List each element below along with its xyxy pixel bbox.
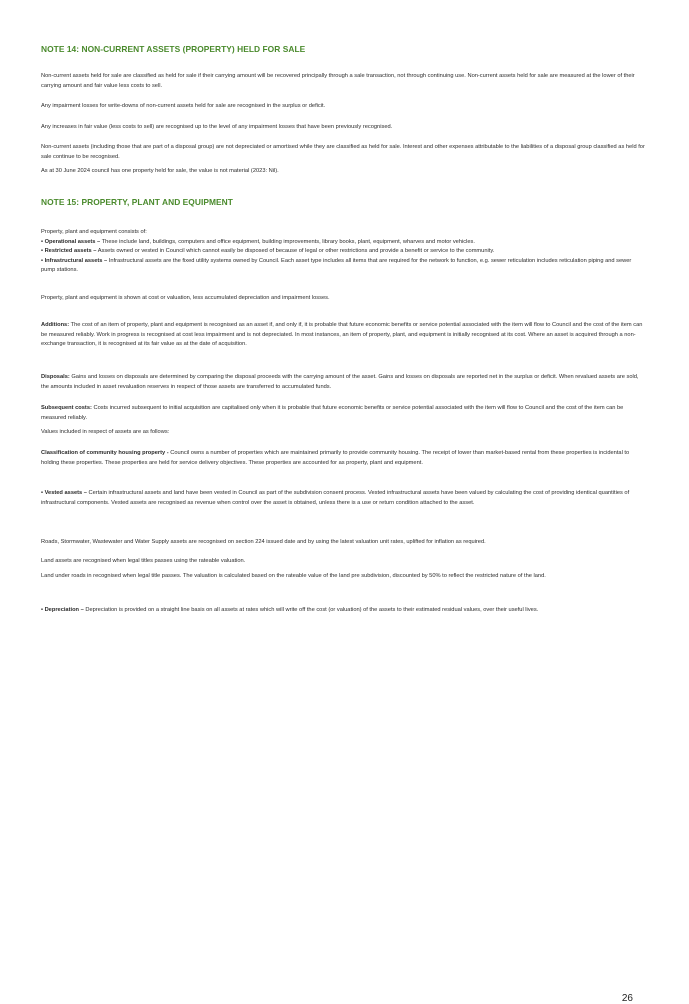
restricted-assets-text: Assets owned or vested in Council which cannot easily be disposed of because of legal or other restrictions and provide a benefit or service to the community. bbox=[96, 248, 495, 254]
note15-asset-categories bbox=[41, 228, 645, 276]
restricted-assets-label: • Restricted assets – bbox=[41, 248, 97, 254]
subsequent-costs-text: Costs incurred subsequent to initial acquisition are capitalised only when it is probable that future economic benefits or service potential associated with the item will flow to Council and the cost of the item can be measured reliably. bbox=[41, 405, 624, 421]
depreciation-text: Depreciation is provided on a straight line basis on all assets at rates which will write off the cost (or valuation) of the assets to their estimated residual values, over their useful lives. bbox=[83, 607, 539, 613]
subsequent-costs-label: Subsequent costs: bbox=[41, 405, 92, 411]
roads-paragraph: Roads, Stormwater, Wastewater and Water Supply assets are recognised on section 224 issued date and by using the latest valuation unit rates, uplifted for inflation as required. bbox=[41, 539, 486, 545]
operational-assets-item bbox=[41, 238, 645, 248]
note14-paragraph-5: As at 30 June 2024 council has one property held for sale, the value is not material (2023: Nil). bbox=[41, 168, 279, 174]
vested-assets-label: • Vested assets – bbox=[41, 490, 87, 496]
infrastructural-assets-item bbox=[41, 257, 645, 276]
classification-text: Council owns a number of properties which are maintained primarily to provide community housing. The receipt of lower than market-based rental from these properties is incidental to holding these properties. These properties are held for service delivery objectives. These properties are accounted for as property, plant and equipment. bbox=[41, 450, 630, 466]
note14-paragraph-4: Non-current assets (including those that are part of a disposal group) are not depreciated or amortised while they are classified as held for sale. Interest and other expenses attributable to the liabilities of a disposal group classified as held for sale continue to be recognised. bbox=[41, 144, 645, 160]
note15-heading: NOTE 15: PROPERTY, PLANT AND EQUIPMENT bbox=[41, 197, 233, 207]
land-assets-paragraph: Land assets are recognised when legal titles passes using the rateable valuation. bbox=[41, 558, 246, 564]
land-under-roads-paragraph: Land under roads in recognised when legal title passes. The valuation is calculated based on the rateable value of the land pre subdivision, discounted by 50% to reflect the restricted nature of the land. bbox=[41, 573, 546, 579]
depreciation-label: • Depreciation – bbox=[41, 607, 84, 613]
disposals-paragraph bbox=[41, 373, 645, 392]
depreciation-paragraph bbox=[41, 606, 645, 616]
operational-assets-label: • Operational assets – bbox=[41, 238, 101, 245]
values-included-paragraph: Values included in respect of assets are as follows: bbox=[41, 429, 170, 435]
restricted-assets-item bbox=[41, 247, 645, 257]
infrastructural-assets-label: • Infrastructural assets – bbox=[41, 257, 108, 264]
subsequent-costs-paragraph bbox=[41, 404, 645, 423]
vested-assets-paragraph bbox=[41, 489, 645, 508]
additions-label: Additions: bbox=[41, 322, 70, 328]
note15-intro: Property, plant and equipment consists of: bbox=[41, 229, 147, 235]
note14-paragraph-2: Any impairment losses for write-downs of non-current assets held for sale are recognised in the surplus or deficit. bbox=[41, 103, 326, 109]
vested-assets-text: Certain infrastructural assets and land have been vested in Council as part of the subdivision consent process. Vested infrastructural assets have been valued by calculating the cost of providing identical quantities of infrastructural components. Vested assets are recognised as revenue when control over the asset is obtained, unless there is a use or return condition attached to the asset. bbox=[41, 490, 630, 506]
disposals-text: Gains and losses on disposals are determined by comparing the disposal proceeds with the carrying amount of the asset. Gains and losses on disposals are reported net in the surplus or deficit. When revalued assets are sold, the amounts included in asset revaluation reserves in respect of those assets are transferred to accumulated funds. bbox=[41, 374, 639, 390]
infrastructural-assets-text: Infrastructural assets are the fixed utility systems owned by Council. Each asset type includes all items that are required for the network to function, e.g. sewer reticulation includes reticulation piping and sewer pump stations. bbox=[41, 257, 632, 273]
additions-text: The cost of an item of property, plant and equipment is recognised as an asset if, and only if, it is probable that future economic benefits or service potential associated with the item will flow to Council and the cost of the item can be measured reliably. Work in progress is recognised at cost less impairment and is not depreciated. In most instances, an item of property, plant, and equipment is initially recognised at its cost. Where an asset is acquired through a non-exchange transaction, it is recognised at its fair value as at the date of acquisition. bbox=[41, 322, 643, 347]
note14-paragraph-1: Non-current assets held for sale are classified as held for sale if their carrying amount will be recovered principally through a sale transaction, not through continuing use. Non-current assets held for sale are measured at the lower of their carrying amount and fair value less costs to sell. bbox=[41, 73, 635, 89]
note14-paragraph-3: Any increases in fair value (less costs to sell) are recognised up to the level of any impairment losses that have been previously recognised. bbox=[41, 124, 393, 130]
disposals-label: Disposals: bbox=[41, 374, 70, 380]
classification-paragraph bbox=[41, 449, 645, 468]
page-number: 26 bbox=[621, 993, 633, 1004]
note14-heading: NOTE 14: NON-CURRENT ASSETS (PROPERTY) HELD FOR SALE bbox=[41, 44, 306, 54]
classification-label: Classification of community housing property - bbox=[41, 450, 169, 456]
operational-assets-text: These include land, buildings, computers and office equipment, building improvements, library books, plant, equipment, wharves and motor vehicles. bbox=[100, 238, 475, 245]
additions-paragraph bbox=[41, 321, 645, 350]
shown-at-cost-paragraph: Property, plant and equipment is shown at cost or valuation, less accumulated depreciation and impairment losses. bbox=[41, 295, 330, 301]
